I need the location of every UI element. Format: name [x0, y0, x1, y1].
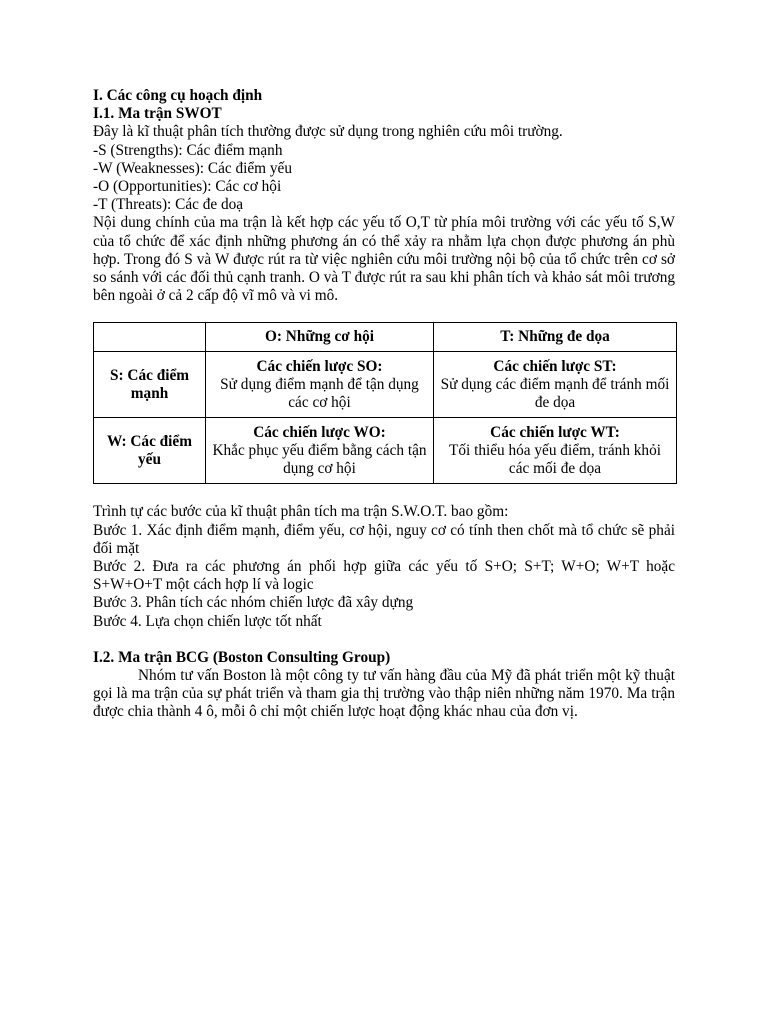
swot-table-corner	[94, 323, 206, 352]
wt-desc: Tối thiểu hóa yếu điểm, tránh khỏi các mối đe dọa	[449, 441, 661, 478]
swot-intro: Đây là kĩ thuật phân tích thường được sử dụng trong nghiên cứu môi trường.	[93, 123, 563, 141]
bcg-paragraph: Nhóm tư vấn Boston là một công ty tư vấn hàng đầu của Mỹ đã phát triển một kỹ thuật gọi là ma trận của sự phát triển và tham gia thị trường vào thập niên những năm 1970. Ma trận được chia thành 4 ô, mỗi ô chỉ một chiến lược hoạt động khác nhau của đơn vị.	[93, 667, 675, 721]
st-title: Các chiến lược ST:	[493, 357, 617, 375]
header-opportunities: O: Những cơ hội	[206, 323, 434, 352]
swot-paragraph: Nội dung chính của ma trận là kết hợp các yếu tố O,T từ phía môi trường với các yếu tố S,W của tổ chức để xác định những phương án có thể xảy ra nhằm lựa chọn được phương án phù hợp. Trong đó S và W được rút ra từ việc nghiên cứu môi trường nội bộ của tổ chức trên cơ sở so sánh với các đối thủ cạnh tranh. O và T được rút ra sau khi phân tích và khảo sát môi trương bên ngoài ở cả 2 cấp độ vĩ mô và vi mô.	[93, 214, 675, 305]
step-1: Bước 1. Xác định điểm mạnh, điểm yếu, cơ hội, nguy cơ có tính then chốt mà tổ chức sẽ phải đối mặt	[93, 521, 675, 557]
step-3: Bước 3. Phân tích các nhóm chiến lược đã xây dựng	[93, 594, 414, 612]
cell-wo	[206, 418, 434, 484]
cell-wt	[434, 418, 677, 484]
step-4: Bước 4. Lựa chọn chiến lược tốt nhất	[93, 612, 322, 630]
so-title: Các chiến lược SO:	[256, 357, 383, 375]
swot-table-row-strengths	[94, 352, 677, 418]
swot-table	[93, 322, 677, 484]
swot-strengths: -S (Strengths): Các điểm mạnh	[93, 141, 283, 159]
heading-main: I. Các công cụ hoạch định	[93, 87, 263, 104]
st-desc: Sử dụng các điểm mạnh để tránh mối đe dọa	[440, 375, 670, 412]
row-label-strengths: S: Các điểm mạnh	[94, 352, 206, 418]
heading-swot: I.1. Ma trận SWOT	[93, 105, 222, 123]
wt-title: Các chiến lược WT:	[490, 423, 620, 441]
swot-table-header-row	[94, 323, 677, 352]
cell-so	[206, 352, 434, 418]
steps-intro: Trình tự các bước của kĩ thuật phân tích ma trận S.W.O.T. bao gồm:	[93, 503, 509, 521]
header-threats: T: Những đe dọa	[434, 323, 677, 352]
swot-table-row-weaknesses	[94, 418, 677, 484]
swot-threats: -T (Threats): Các đe doạ	[93, 196, 244, 214]
heading-bcg: I.2. Ma trận BCG (Boston Consulting Group)	[93, 648, 391, 666]
swot-opportunities: -O (Opportunities): Các cơ hội	[93, 178, 282, 196]
so-desc: Sử dụng điểm mạnh để tận dụng các cơ hội	[220, 375, 419, 412]
swot-weaknesses: -W (Weaknesses): Các điểm yếu	[93, 159, 292, 177]
step-2: Bước 2. Đưa ra các phương án phối hợp giữa các yếu tố S+O; S+T; W+O; W+T hoặc S+W+O+T một cách hợp lí và logic	[93, 558, 675, 594]
cell-st	[434, 352, 677, 418]
wo-title: Các chiến lược WO:	[253, 423, 386, 441]
spacer	[93, 631, 675, 649]
row-label-weaknesses: W: Các điểm yếu	[94, 418, 206, 484]
document-page	[93, 87, 675, 722]
wo-desc: Khắc phục yếu điểm bằng cách tận dụng cơ hội	[212, 441, 427, 478]
